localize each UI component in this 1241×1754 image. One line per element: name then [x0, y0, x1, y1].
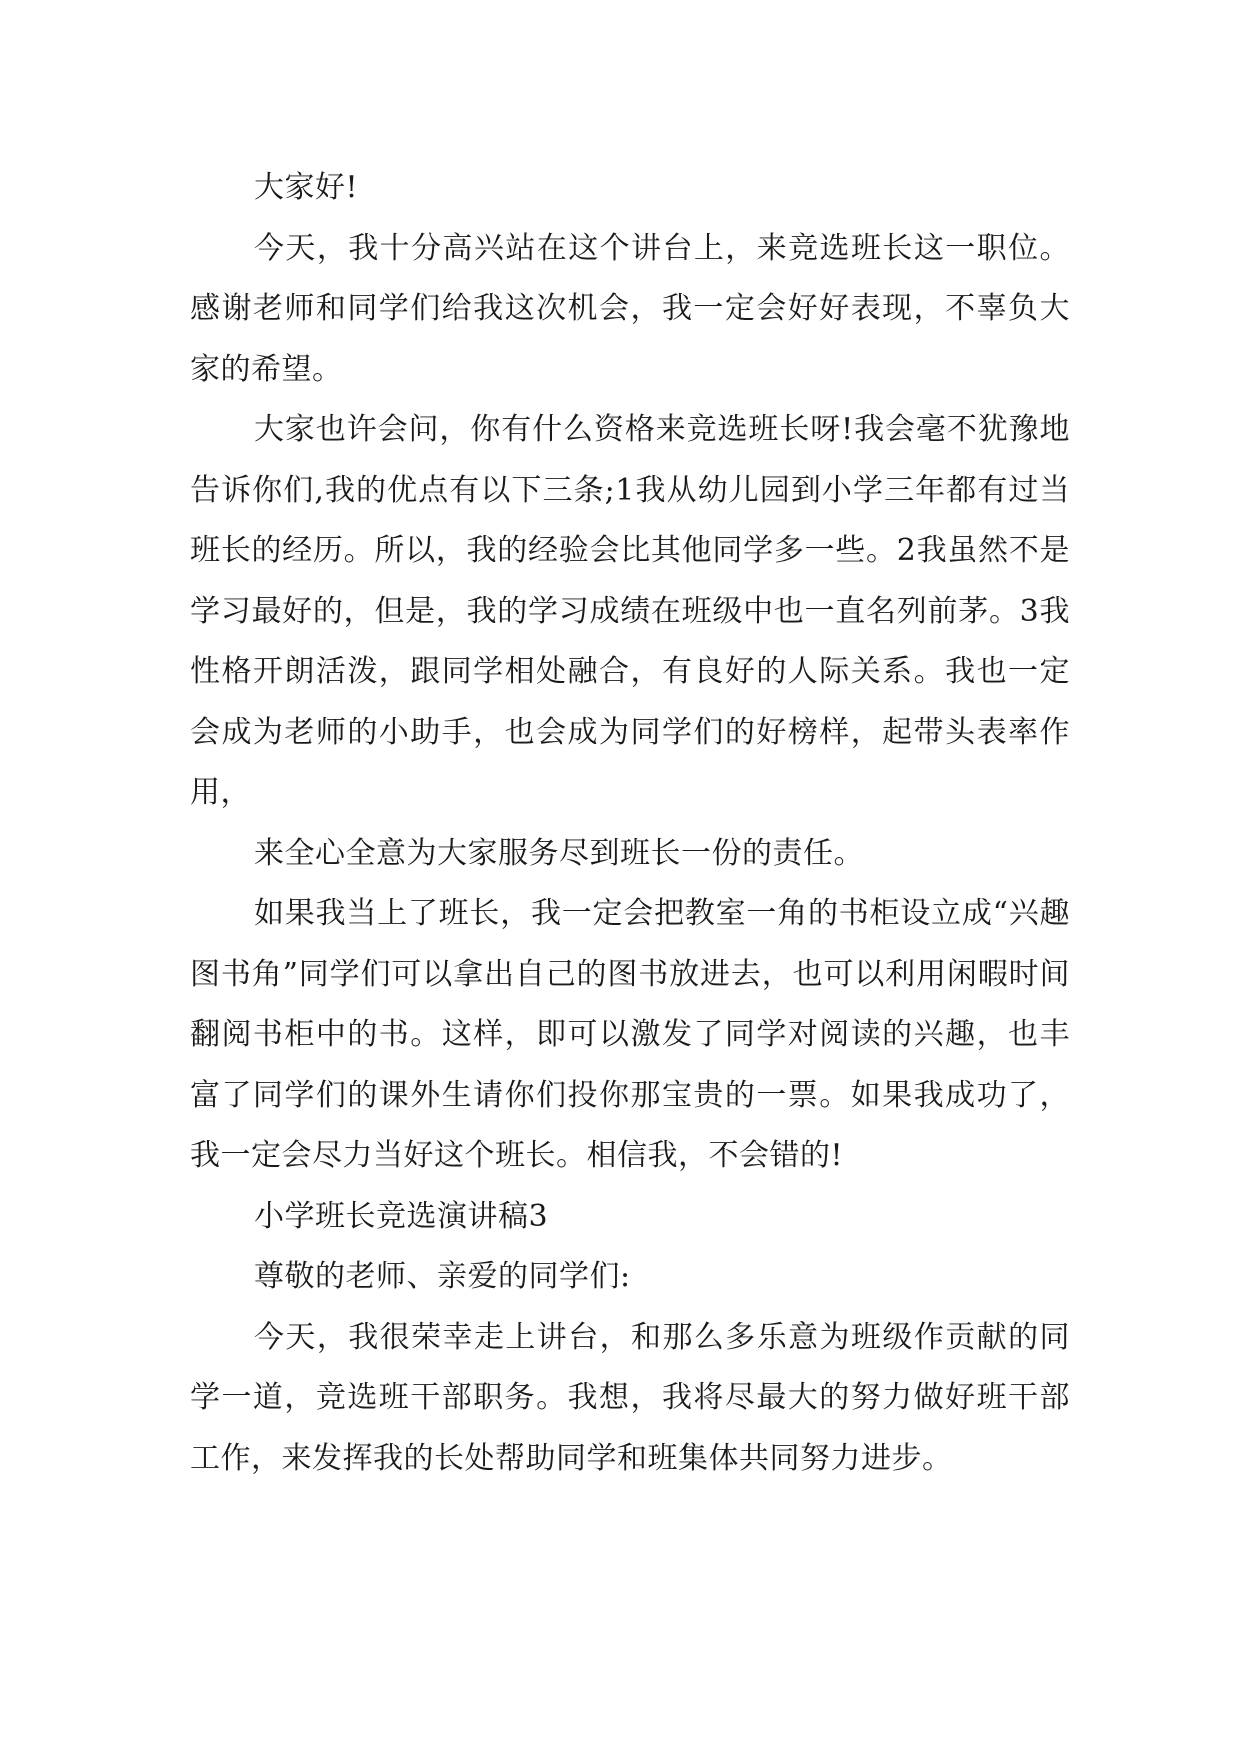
salutation-paragraph: 尊敬的老师、亲爱的同学们:	[254, 1259, 631, 1294]
intro-paragraph: 今天，我十分高兴站在这个讲台上，来竞选班长这一职位。感谢老师和同学们给我这次机会，我一定会好好表现，不辜负大家的希望。	[190, 230, 1070, 387]
service-paragraph: 来全心全意为大家服务尽到班长一份的责任。	[254, 835, 864, 871]
plan-paragraph: 如果我当上了班长，我一定会把教室一角的书柜设立成“兴趣图书角”同学们可以拿出自己的图书放进去，也可以利用闲暇时间翻阅书柜中的书。这样，即可以激发了同学对阅读的兴趣，也丰富了同学们的课外生请你们投你那宝贵的一票。如果我成功了，我一定会尽力当好这个班长。相信我，不会错的!	[190, 896, 1070, 1173]
greeting-paragraph: 大家好!	[254, 170, 359, 205]
speech-opening-paragraph: 今天，我很荣幸走上讲台，和那么多乐意为班级作贡献的同学一道，竞选班干部职务。我想，我将尽最大的努力做好班干部工作，来发挥我的长处帮助同学和班集体共同努力进步。	[190, 1319, 1070, 1476]
qualifications-paragraph: 大家也许会问，你有什么资格来竞选班长呀!我会毫不犹豫地告诉你们,我的优点有以下三条;1我从幼儿园到小学三年都有过当班长的经历。所以，我的经验会比其他同学多一些。2我虽然不是学习最好的，但是，我的学习成绩在班级中也一直名列前茅。3我性格开朗活泼，跟同学相处融合，有良好的人际关系。我也一定会成为老师的小助手，也会成为同学们的好榜样，起带头表率作用，	[190, 412, 1070, 810]
document-body	[190, 158, 1070, 1489]
section-title: 小学班长竞选演讲稿3	[254, 1198, 549, 1234]
